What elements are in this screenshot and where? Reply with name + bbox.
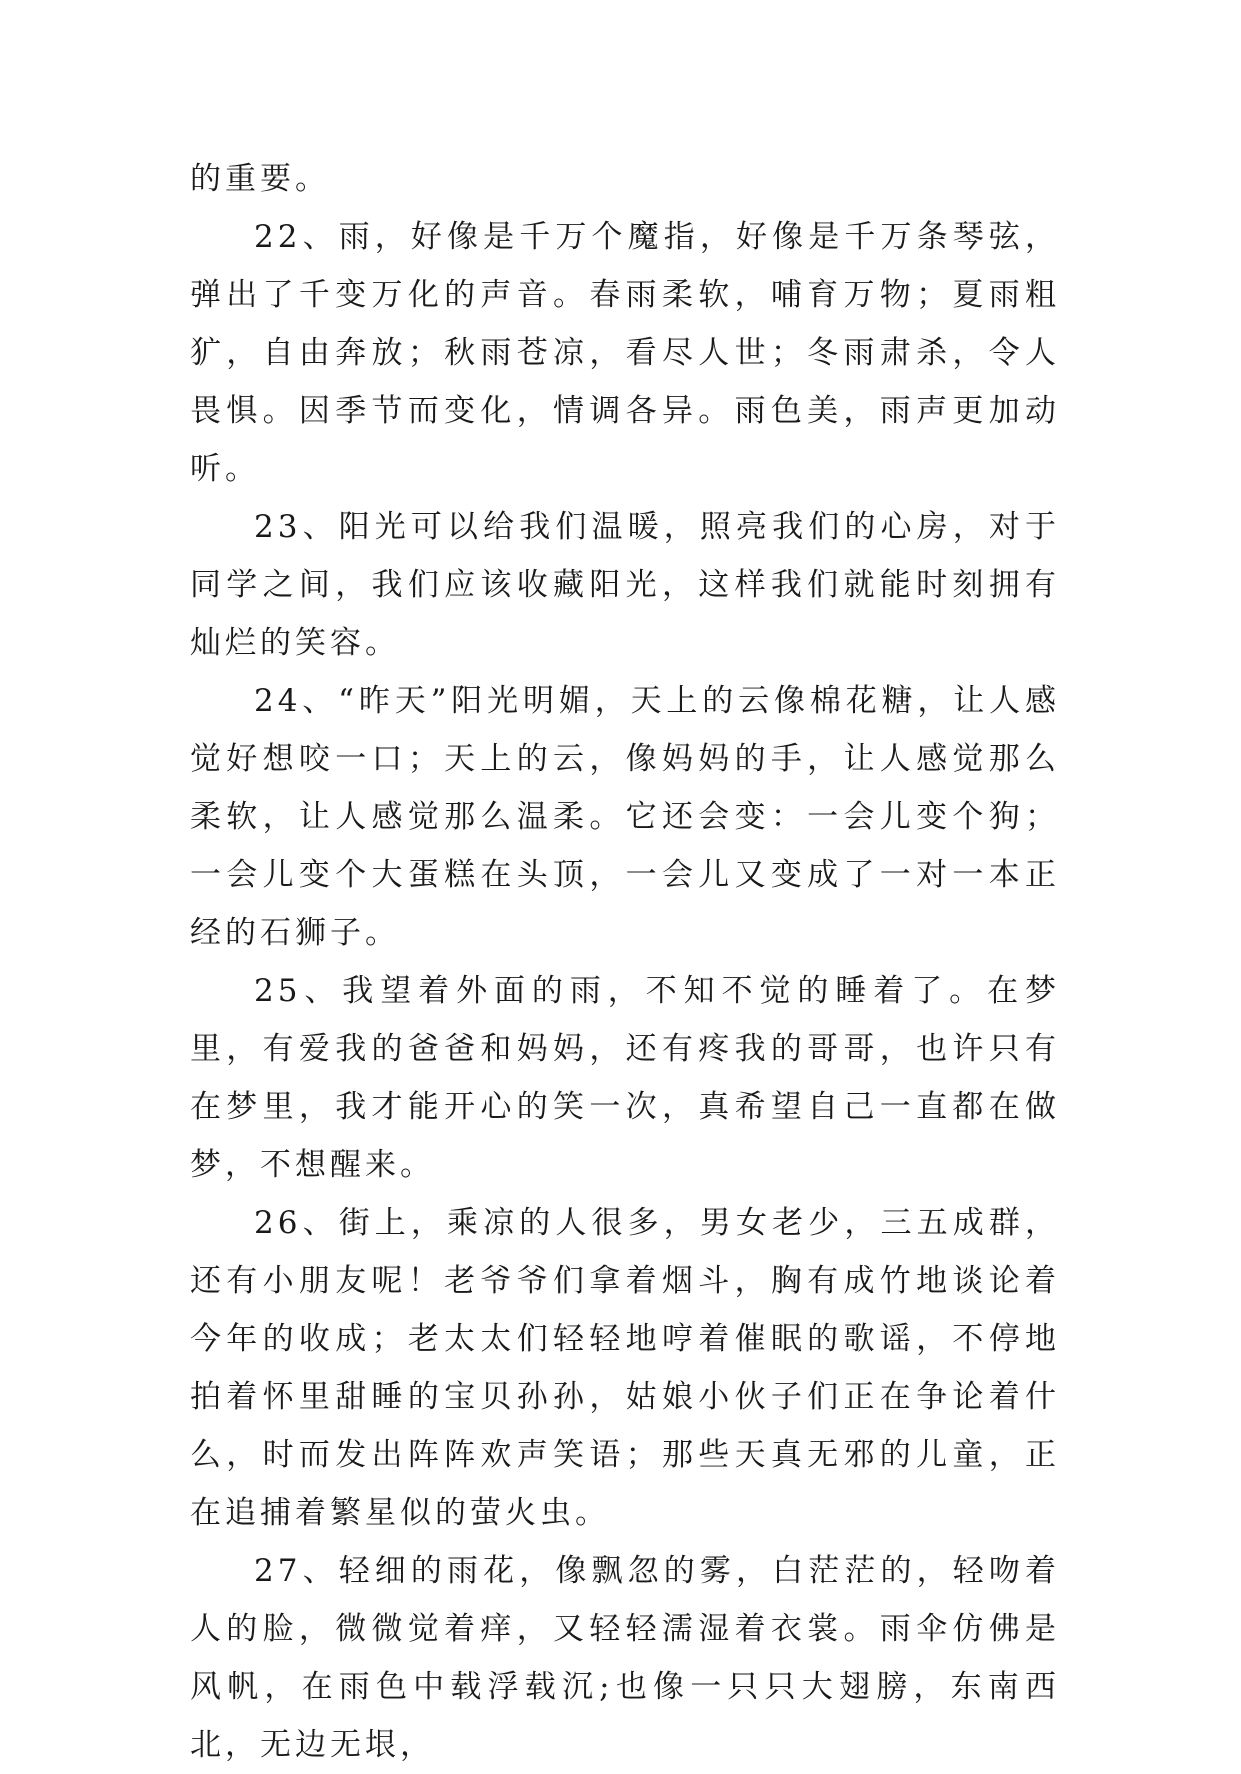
paragraph-continuation: 的重要。 [190, 161, 330, 197]
paragraph-23: 23、阳光可以给我们温暖，照亮我们的心房，对于同学之间，我们应该收藏阳光，这样我们就能时刻拥有灿烂的笑容。 [190, 509, 1060, 661]
paragraph-24: 24、“昨天”阳光明媚，天上的云像棉花糖，让人感觉好想咬一口；天上的云，像妈妈的手，让人感觉那么柔软，让人感觉那么温柔。它还会变：一会儿变个狗；一会儿变个大蛋糕在头顶，一会儿又变成了一对一本正经的石狮子。 [190, 683, 1060, 951]
paragraph-27: 27、轻细的雨花，像飘忽的雾，白茫茫的，轻吻着人的脸，微微觉着痒，又轻轻濡湿着衣裳。雨伞仿佛是风帆，在雨色中载浮载沉;也像一只只大翅膀，东南西北，无边无垠， [190, 1553, 1060, 1763]
paragraph-25: 25、我望着外面的雨，不知不觉的睡着了。在梦里，有爱我的爸爸和妈妈，还有疼我的哥哥，也许只有在梦里，我才能开心的笑一次，真希望自己一直都在做梦，不想醒来。 [190, 973, 1060, 1183]
document-body [190, 150, 1060, 1774]
paragraph-26: 26、街上，乘凉的人很多，男女老少，三五成群，还有小朋友呢！老爷爷们拿着烟斗，胸有成竹地谈论着今年的收成；老太太们轻轻地哼着催眠的歌谣，不停地拍着怀里甜睡的宝贝孙孙，姑娘小伙子们正在争论着什么，时而发出阵阵欢声笑语；那些天真无邪的儿童，正在追捕着繁星似的萤火虫。 [190, 1205, 1060, 1531]
paragraph-22: 22、雨，好像是千万个魔指，好像是千万条琴弦，弹出了千变万化的声音。春雨柔软，哺育万物；夏雨粗犷，自由奔放；秋雨苍凉，看尽人世；冬雨肃杀，令人畏惧。因季节而变化，情调各异。雨色美，雨声更加动听。 [190, 219, 1060, 487]
